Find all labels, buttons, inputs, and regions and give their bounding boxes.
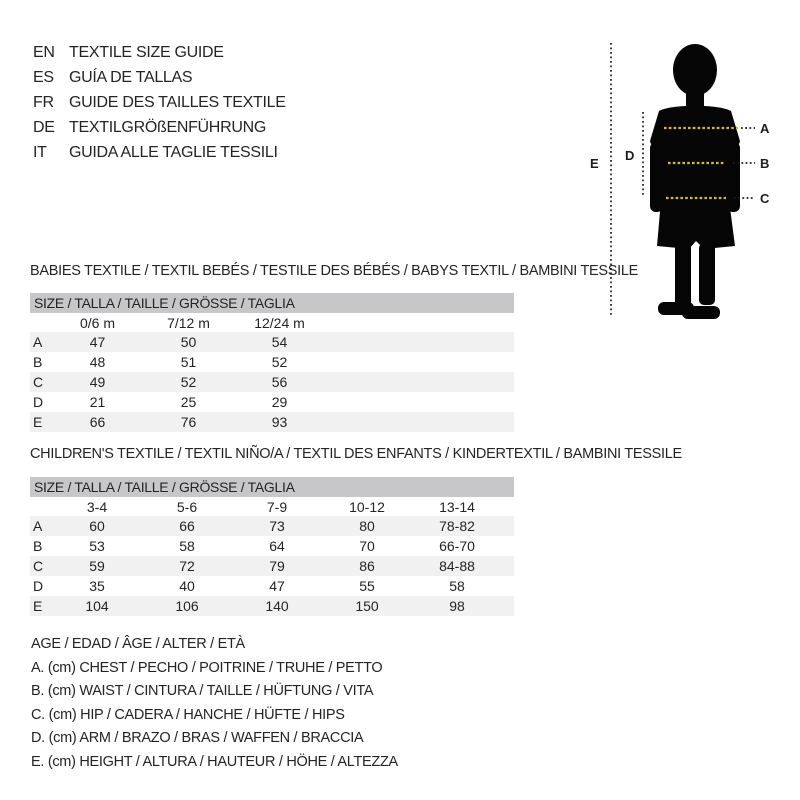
language-title-list bbox=[33, 40, 286, 165]
lang-title: GUIDE DES TAILLES TEXTILE bbox=[69, 93, 286, 111]
column-header: 0/6 m bbox=[79, 314, 115, 331]
table-cell: 66 bbox=[179, 518, 195, 534]
table-cell: 79 bbox=[269, 558, 285, 574]
lang-code: DE bbox=[33, 118, 55, 136]
row-label: E bbox=[33, 598, 43, 614]
table-cell: 93 bbox=[271, 414, 288, 430]
table-cell: 47 bbox=[269, 578, 285, 594]
column-header: 3-4 bbox=[86, 498, 108, 515]
lang-row-fr bbox=[33, 90, 286, 115]
figure-label-c: C bbox=[760, 191, 770, 206]
row-label: C bbox=[33, 558, 44, 574]
table-cell: 64 bbox=[269, 538, 285, 554]
row-label: A bbox=[33, 334, 43, 350]
child-silhouette bbox=[650, 44, 740, 319]
table-row bbox=[30, 596, 514, 616]
table-row bbox=[30, 352, 514, 372]
children-section-title: CHILDREN'S TEXTILE / TEXTIL NIÑO/A / TEXTIL DES ENFANTS / KINDERTEXTIL / BAMBINI TESSILE bbox=[30, 446, 682, 462]
children-size-table bbox=[30, 477, 514, 616]
table-cell: 150 bbox=[355, 598, 379, 614]
legend-age-line: AGE / EDAD / ÂGE / ALTER / ETÀ bbox=[31, 636, 245, 652]
figure-label-a: A bbox=[760, 121, 770, 136]
babies-size-table bbox=[30, 293, 514, 432]
table-cell: 55 bbox=[359, 578, 375, 594]
children-column-header-row bbox=[30, 497, 514, 516]
lang-code: ES bbox=[33, 68, 54, 86]
table-row bbox=[30, 372, 514, 392]
babies-section-title: BABIES TEXTILE / TEXTIL BEBÉS / TESTILE DES BÉBÉS / BABYS TEXTIL / BAMBINI TESSILE bbox=[30, 263, 638, 279]
legend-arm-line: D. (cm) ARM / BRAZO / BRAS / WAFFEN / BRACCIA bbox=[31, 730, 364, 746]
table-cell: 52 bbox=[180, 374, 197, 390]
table-row bbox=[30, 576, 514, 596]
legend-hip-line: C. (cm) HIP / CADERA / HANCHE / HÜFTE / HIPS bbox=[31, 706, 345, 723]
lang-row-it bbox=[33, 140, 286, 165]
table-cell: 25 bbox=[180, 394, 197, 410]
table-cell: 56 bbox=[271, 374, 288, 390]
figure-label-e: E bbox=[590, 156, 599, 171]
table-cell: 60 bbox=[89, 518, 105, 534]
table-cell: 58 bbox=[179, 538, 195, 554]
table-row bbox=[30, 556, 514, 576]
table-cell: 47 bbox=[89, 334, 106, 350]
table-cell: 21 bbox=[89, 394, 106, 410]
table-cell: 51 bbox=[180, 354, 197, 370]
column-header: 7/12 m bbox=[167, 314, 210, 331]
table-cell: 49 bbox=[89, 374, 106, 390]
row-label: A bbox=[33, 518, 43, 534]
column-header: 12/24 m bbox=[254, 314, 305, 331]
figure-label-b: B bbox=[760, 156, 770, 171]
table-row bbox=[30, 392, 514, 412]
table-cell: 48 bbox=[89, 354, 106, 370]
table-row bbox=[30, 536, 514, 556]
table-cell: 140 bbox=[265, 598, 289, 614]
lang-title: TEXTILE SIZE GUIDE bbox=[69, 43, 224, 61]
column-header: 10-12 bbox=[349, 498, 385, 515]
silhouette-right-leg bbox=[699, 243, 715, 305]
table-cell: 106 bbox=[175, 598, 199, 614]
lang-code: IT bbox=[33, 143, 47, 161]
lang-row-es bbox=[33, 65, 286, 90]
table-cell: 66-70 bbox=[439, 538, 475, 554]
row-label: E bbox=[33, 414, 43, 430]
lang-code: FR bbox=[33, 93, 54, 111]
lang-title: TEXTILGRÖßENFÜHRUNG bbox=[69, 118, 266, 136]
lang-title: GUIDA ALLE TAGLIE TESSILI bbox=[69, 143, 278, 161]
table-cell: 29 bbox=[271, 394, 288, 410]
table-cell: 80 bbox=[359, 518, 375, 534]
legend-chest-line: A. (cm) CHEST / PECHO / POITRINE / TRUHE / PETTO bbox=[31, 659, 383, 676]
silhouette-left-leg bbox=[675, 243, 691, 307]
row-label: D bbox=[33, 578, 44, 594]
table-cell: 72 bbox=[179, 558, 195, 574]
table-row bbox=[30, 412, 514, 432]
silhouette-shirt bbox=[650, 106, 740, 201]
lang-row-en bbox=[33, 40, 286, 65]
measurement-legend bbox=[31, 633, 398, 774]
babies-column-header-row bbox=[30, 313, 514, 332]
table-cell: 73 bbox=[269, 518, 285, 534]
child-silhouette-figure bbox=[578, 25, 796, 327]
table-row bbox=[30, 516, 514, 536]
column-header: 13-14 bbox=[439, 498, 475, 515]
lang-code: EN bbox=[33, 43, 55, 61]
table-cell: 76 bbox=[180, 414, 197, 430]
figure-label-d: D bbox=[625, 148, 635, 163]
table-cell: 50 bbox=[180, 334, 197, 350]
table-cell: 66 bbox=[89, 414, 106, 430]
table-cell: 104 bbox=[85, 598, 109, 614]
silhouette-right-foot bbox=[682, 306, 720, 319]
table-cell: 58 bbox=[449, 578, 465, 594]
table-cell: 40 bbox=[179, 578, 195, 594]
row-label: C bbox=[33, 374, 44, 390]
row-label: D bbox=[33, 394, 44, 410]
silhouette-shorts bbox=[657, 200, 735, 249]
table-cell: 78-82 bbox=[439, 518, 475, 534]
lang-row-de bbox=[33, 115, 286, 140]
table-cell: 70 bbox=[359, 538, 375, 554]
table-cell: 84-88 bbox=[439, 558, 475, 574]
row-label: B bbox=[33, 354, 43, 370]
table-cell: 54 bbox=[271, 334, 288, 350]
lang-title: GUÍA DE TALLAS bbox=[69, 68, 193, 86]
column-header: 7-9 bbox=[266, 498, 288, 515]
children-size-header-bar: SIZE / TALLA / TAILLE / GRÖSSE / TAGLIA bbox=[30, 477, 514, 497]
legend-height-line: E. (cm) HEIGHT / ALTURA / HAUTEUR / HÖHE / ALTEZZA bbox=[31, 753, 398, 770]
table-cell: 35 bbox=[89, 578, 105, 594]
table-cell: 98 bbox=[449, 598, 465, 614]
column-header: 5-6 bbox=[176, 498, 198, 515]
legend-waist-line: B. (cm) WAIST / CINTURA / TAILLE / HÜFTUNG / VITA bbox=[31, 683, 374, 699]
table-cell: 52 bbox=[271, 354, 288, 370]
table-cell: 59 bbox=[89, 558, 105, 574]
babies-size-header-bar: SIZE / TALLA / TAILLE / GRÖSSE / TAGLIA bbox=[30, 293, 514, 313]
table-cell: 53 bbox=[89, 538, 105, 554]
row-label: B bbox=[33, 538, 43, 554]
table-row bbox=[30, 332, 514, 352]
table-cell: 86 bbox=[359, 558, 375, 574]
